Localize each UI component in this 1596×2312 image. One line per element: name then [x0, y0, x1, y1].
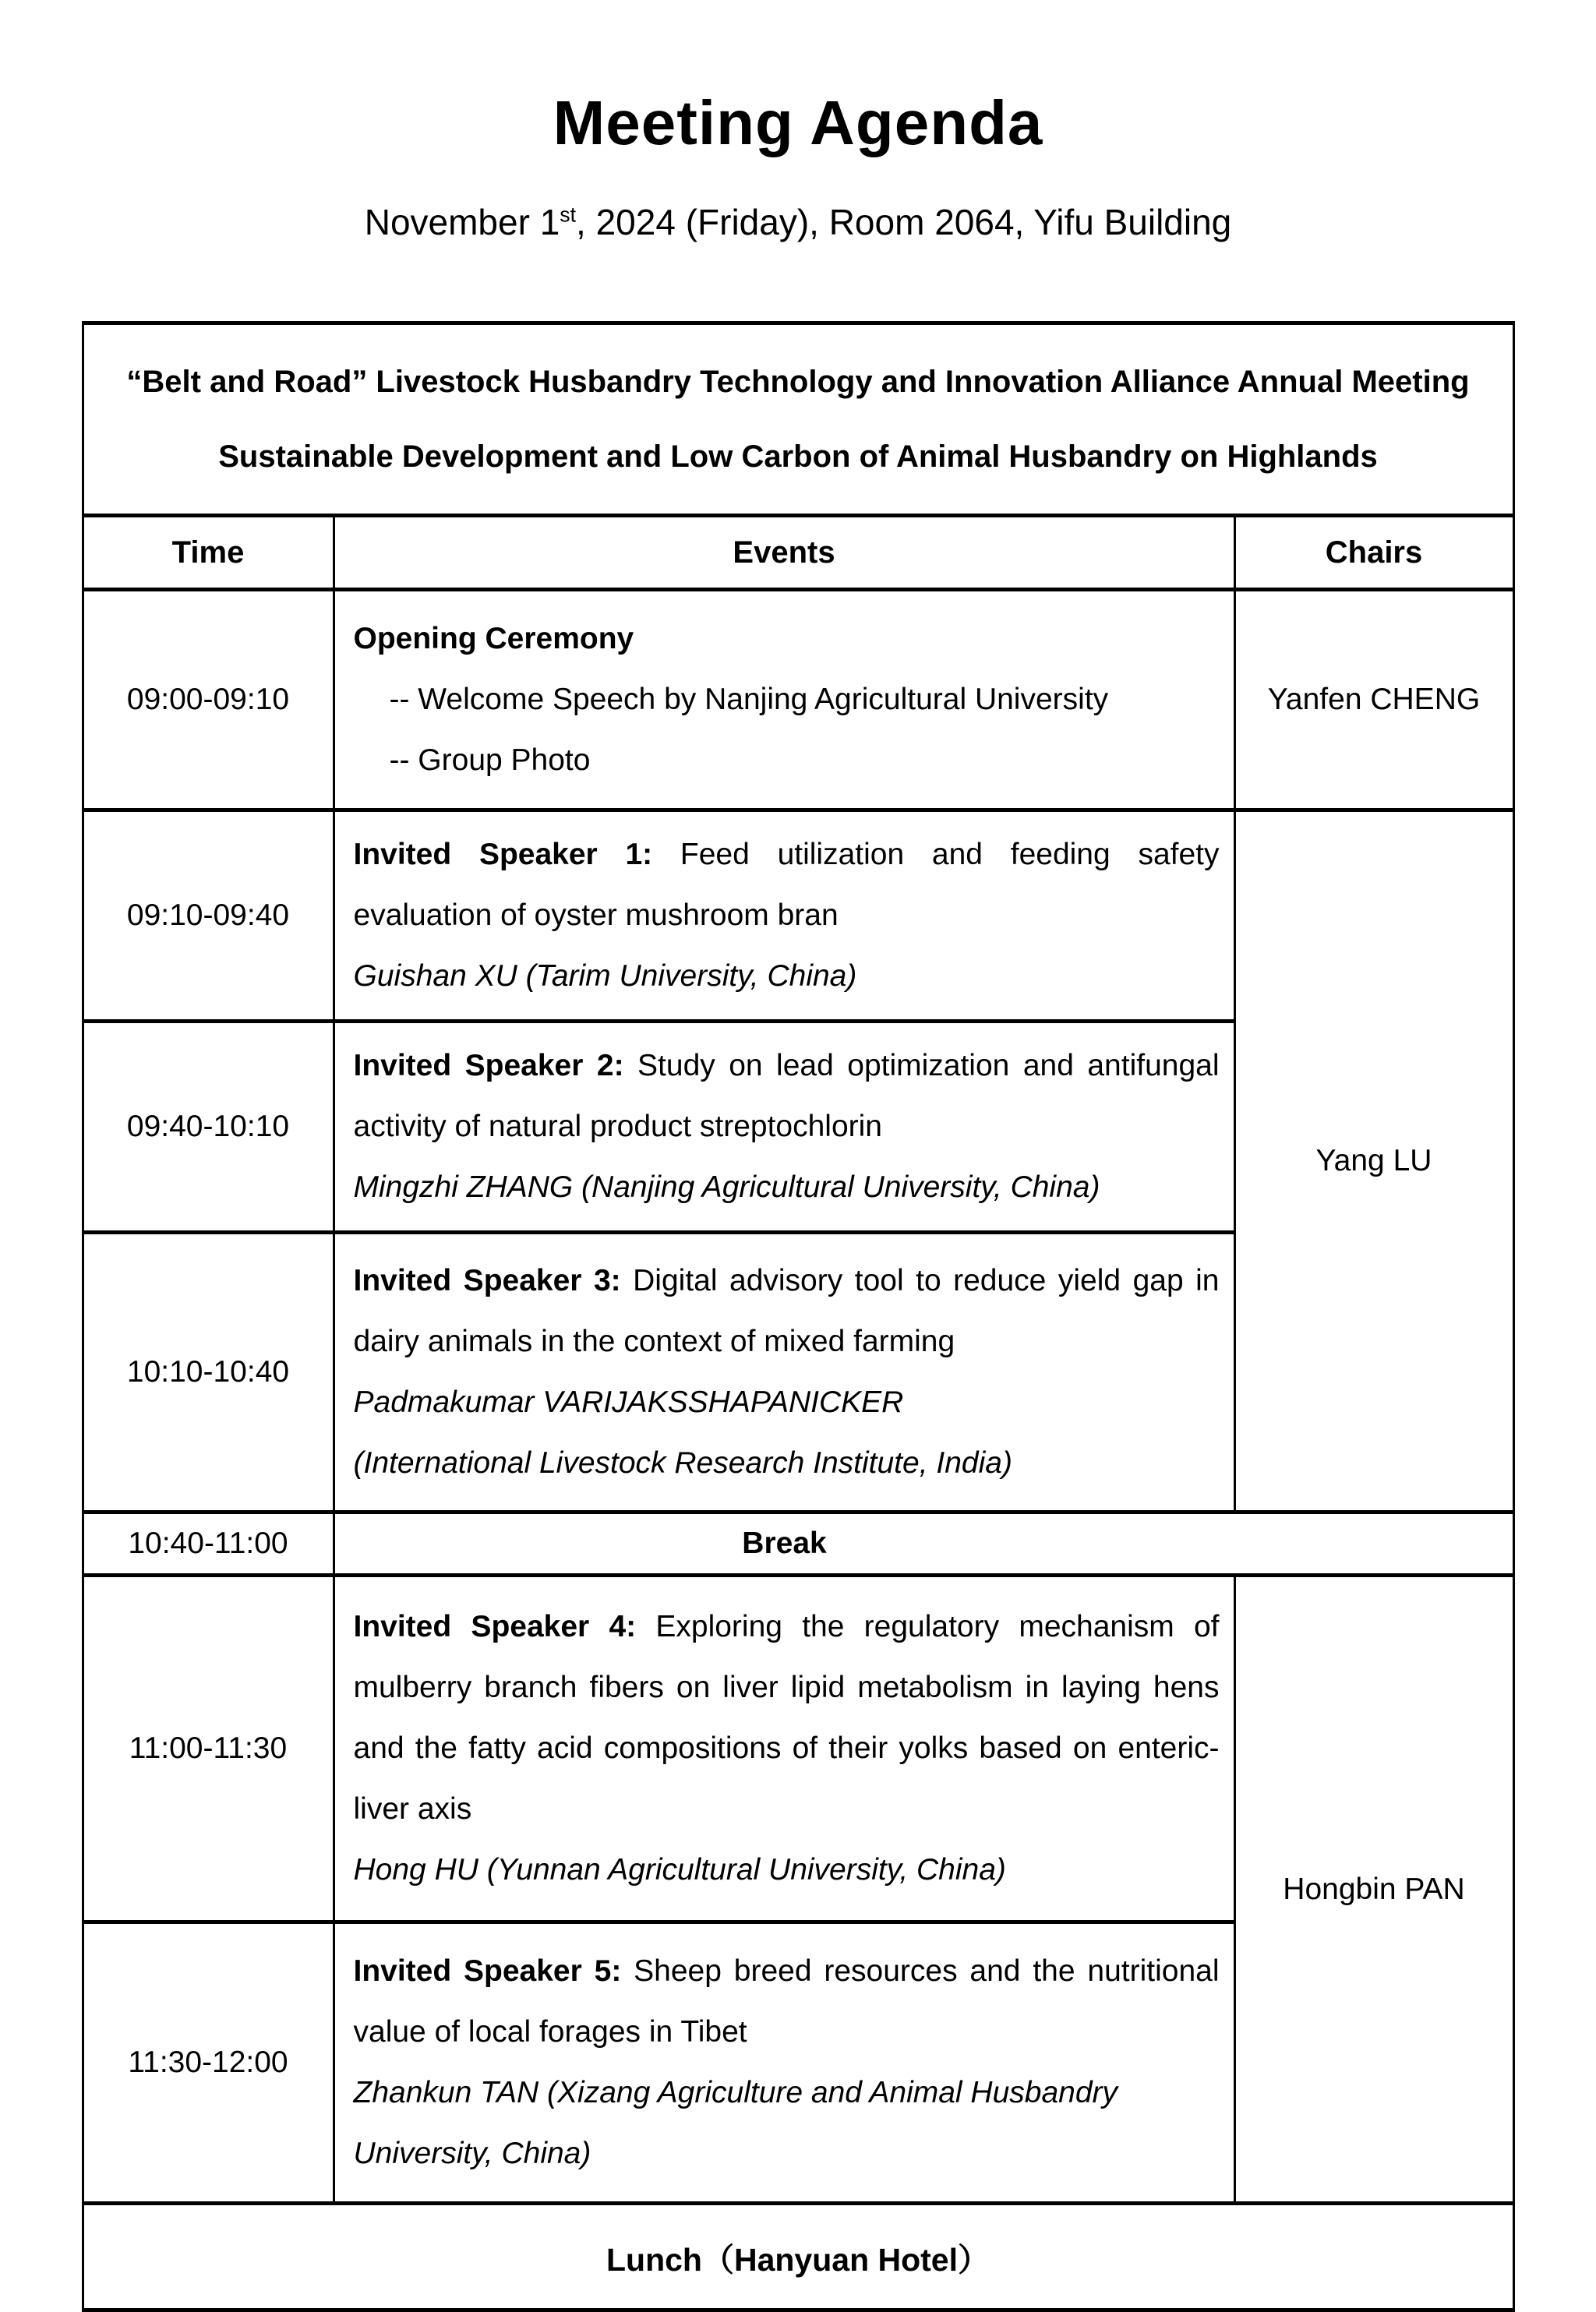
speaker-label: Invited Speaker 5:	[353, 1954, 622, 1988]
time-cell: 10:40-11:00	[83, 1513, 334, 1576]
talk-title	[354, 1941, 1220, 2063]
agenda-table	[82, 321, 1515, 2312]
events-cell	[334, 1576, 1234, 1922]
table-row-opening	[83, 590, 1513, 810]
table-row-speaker-1	[83, 810, 1513, 1022]
talk-title-text: Feed utilization and feeding safety evaluation of oyster mushroom bran	[353, 838, 1220, 932]
talk-title	[354, 1036, 1220, 1157]
speaker-attribution: Hong HU (Yunnan Agricultural University, China)	[353, 1853, 1006, 1887]
speaker-affiliation: (International Livestock Research Institute, India)	[353, 1446, 1012, 1480]
doc-subtitle	[0, 159, 1596, 243]
time-cell: 09:40-10:10	[83, 1022, 334, 1233]
talk-title-text: Digital advisory tool to reduce yield gap in dairy animals in the context of mixed farming	[353, 1264, 1220, 1358]
column-header-chairs: Chairs	[1234, 516, 1513, 590]
time-cell: 09:00-09:10	[83, 590, 334, 810]
column-header-row	[83, 516, 1513, 590]
break-cell: Break	[334, 1513, 1513, 1576]
event-heading: Opening Ceremony	[353, 622, 634, 655]
speaker-label: Invited Speaker 4:	[353, 1610, 637, 1643]
time-cell: 09:10-09:40	[83, 810, 334, 1022]
events-cell	[334, 1922, 1234, 2204]
banner-line-2: Sustainable Development and Low Carbon of Animal Husbandry on Highlands	[218, 439, 1378, 474]
events-cell	[334, 810, 1234, 1022]
speaker-label: Invited Speaker 3:	[353, 1264, 621, 1297]
time-cell: 11:30-12:00	[83, 1922, 334, 2204]
talk-title	[354, 1251, 1220, 1372]
banner-line-1: “Belt and Road” Livestock Husbandry Technology and Innovation Alliance Annual Meeting	[126, 365, 1470, 399]
talk-title-text: Exploring the regulatory mechanism of mulberry branch fibers on liver lipid metabolism in laying hens and the fatty acid compositions of their yolks based on enteric-liver axis	[353, 1610, 1220, 1826]
event-item: -- Group Photo	[389, 743, 591, 777]
chair-cell: Yanfen CHENG	[1234, 590, 1513, 810]
lunch-cell: Lunch（Hanyuan Hotel）	[83, 2204, 1513, 2310]
table-row-lunch	[83, 2204, 1513, 2310]
chair-cell: Yang LU	[1234, 810, 1513, 1513]
speaker-attribution: Mingzhi ZHANG (Nanjing Agricultural University, China)	[353, 1170, 1100, 1204]
talk-title-text: Sheep breed resources and the nutritional value of local forages in Tibet	[353, 1954, 1220, 2049]
column-header-time: Time	[83, 516, 334, 590]
column-header-events: Events	[334, 516, 1234, 590]
banner-row	[83, 323, 1513, 516]
events-cell	[334, 1233, 1234, 1513]
speaker-label: Invited Speaker 1:	[353, 838, 653, 871]
subtitle-ordinal: st	[560, 203, 577, 227]
meeting-banner	[83, 323, 1513, 516]
subtitle-location: , 2024 (Friday), Room 2064, Yifu Building	[576, 202, 1232, 242]
speaker-label: Invited Speaker 2:	[353, 1049, 624, 1082]
talk-title	[354, 824, 1220, 946]
event-item: -- Welcome Speech by Nanjing Agricultural University	[389, 683, 1109, 716]
doc-title: Meeting Agenda	[553, 88, 1043, 157]
speaker-attribution: Zhankun TAN (Xizang Agriculture and Animal Husbandry	[353, 2076, 1118, 2109]
chair-cell: Hongbin PAN	[1234, 1576, 1513, 2204]
talk-title	[354, 1597, 1220, 1840]
time-cell: 11:00-11:30	[83, 1576, 334, 1922]
talk-title-text: Study on lead optimization and antifungal activity of natural product streptochlorin	[353, 1049, 1220, 1143]
speaker-affiliation: University, China)	[353, 2137, 591, 2170]
speaker-attribution: Padmakumar VARIJAKSSHAPANICKER	[353, 1385, 904, 1419]
events-cell	[334, 590, 1234, 810]
table-row-break	[83, 1513, 1513, 1576]
speaker-attribution: Guishan XU (Tarim University, China)	[353, 959, 857, 993]
subtitle-date: November 1	[364, 202, 560, 242]
time-cell: 10:10-10:40	[83, 1233, 334, 1513]
table-row-speaker-4	[83, 1576, 1513, 1922]
events-cell	[334, 1022, 1234, 1233]
